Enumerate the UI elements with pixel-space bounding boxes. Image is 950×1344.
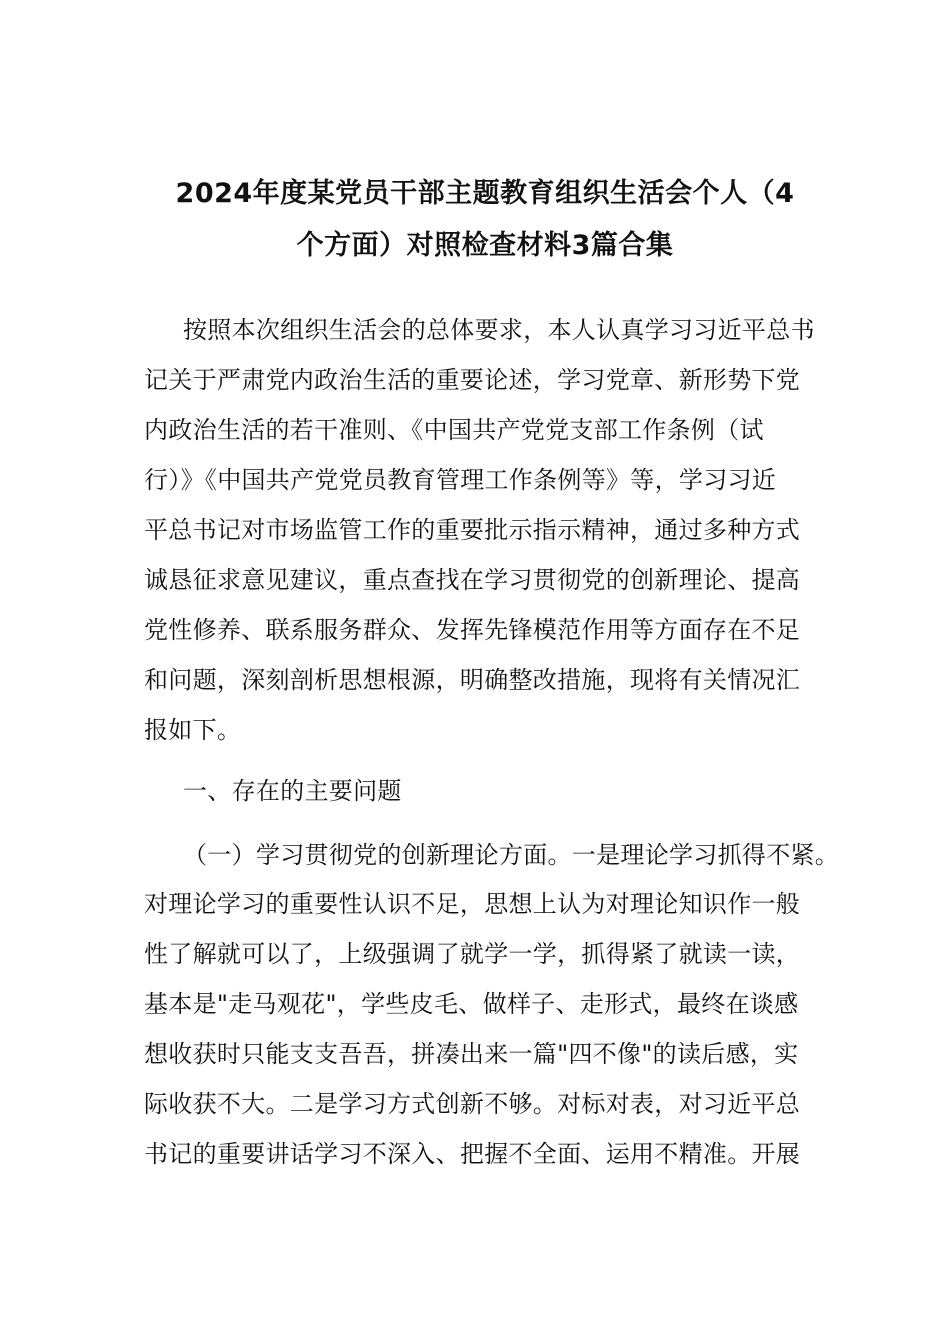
body-line: 诚恳征求意见建议，重点查找在学习贯彻党的创新理论、提高 bbox=[144, 566, 801, 594]
body-line: 和问题，深刻剖析思想根源，明确整改措施，现将有关情况汇 bbox=[144, 666, 801, 694]
body-line: 际收获不大。二是学习方式创新不够。对标对表，对习近平总 bbox=[144, 1090, 801, 1118]
body-line: （一）学习贯彻党的创新理论方面。一是理论学习抓得不紧。 bbox=[183, 841, 840, 869]
body-line: 内政治生活的若干准则、《中国共产党党支部工作条例（试 bbox=[144, 416, 764, 444]
body-line: 书记的重要讲话学习不深入、把握不全面、运用不精准。开展 bbox=[144, 1140, 801, 1168]
body-line: 按照本次组织生活会的总体要求，本人认真学习习近平总书 bbox=[183, 316, 815, 344]
body-line: 对理论学习的重要性认识不足，思想上认为对理论知识作一般 bbox=[144, 890, 801, 918]
body-line: 党性修养、联系服务群众、发挥先锋模范作用等方面存在不足 bbox=[144, 616, 801, 644]
body-line: 想收获时只能支支吾吾，拼凑出来一篇"四不像"的读后感，实 bbox=[144, 1040, 799, 1068]
section-heading: 一、存在的主要问题 bbox=[183, 777, 402, 805]
document-title-line-1: 2024年度某党员干部主题教育组织生活会个人（4 bbox=[175, 178, 795, 209]
body-line: 性了解就可以了，上级强调了就学一学，抓得紧了就读一读， bbox=[144, 940, 801, 968]
body-line: 行）》《中国共产党党员教育管理工作条例等》等，学习习近 bbox=[144, 466, 777, 494]
body-line: 基本是"走马观花"，学些皮毛、做样子、走形式，最终在谈感 bbox=[144, 990, 799, 1018]
document-title-line-2: 个方面）对照检查材料3篇合集 bbox=[296, 230, 674, 261]
body-line: 记关于严肃党内政治生活的重要论述，学习党章、新形势下党 bbox=[144, 366, 801, 394]
body-line: 平总书记对市场监管工作的重要批示指示精神，通过多种方式 bbox=[144, 516, 801, 544]
body-line: 报如下。 bbox=[144, 716, 242, 744]
